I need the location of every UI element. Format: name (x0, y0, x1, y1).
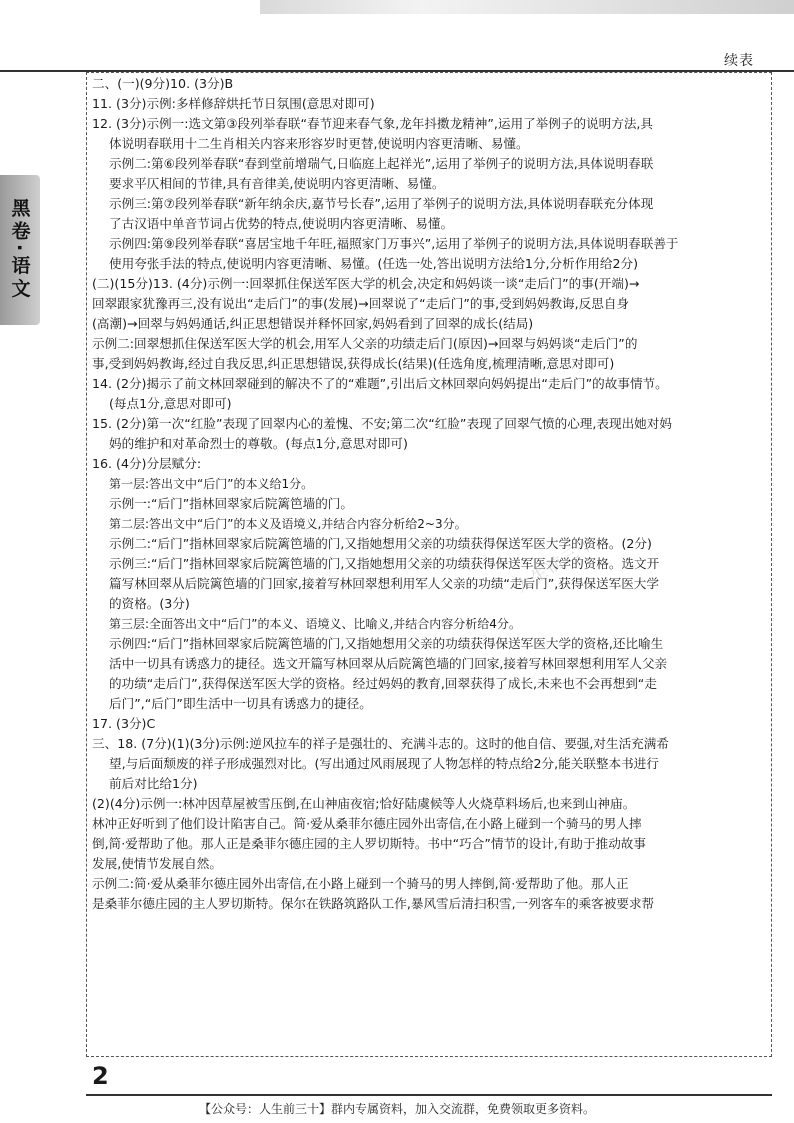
answer-line: 示例三:“后门”指林回翠家后院篱笆墙的门,又指她想用父亲的功绩获得保送军医大学的资格。选文开 (109, 556, 660, 571)
footer-rule (86, 1094, 772, 1096)
answer-line: 回翠跟家犹豫再三,没有说出“走后门”的事(发展)→回翠说了“走后门”的事,受到妈妈教诲,反思自身 (92, 296, 630, 311)
answer-line: 示例二:第⑥段列举春联“春到堂前增瑞气,日临庭上起祥光”,运用了举例子的说明方法,具体说明春联 (109, 156, 654, 171)
continued-table-label: 续表 (724, 53, 754, 69)
answer-line: 示例三:第⑦段列举春联“新年纳余庆,嘉节号长春”,运用了举例子的说明方法,具体说明春联充分体现 (109, 196, 654, 211)
watermark: 人生前三十 (512, 532, 599, 597)
answer-line: 篇写林回翠从后院篱笆墙的门回家,接着写林回翠想利用军人父亲的功绩“走后门”,获得保送军医大学 (109, 576, 659, 591)
answer-line: 示例二:简·爱从桑菲尔德庄园外出寄信,在小路上碰到一个骑马的男人摔倒,简·爱帮助了他。那人正 (92, 876, 629, 891)
answer-line: 第二层:答出文中“后门”的本义及语境义,并结合内容分析给2~3分。 (109, 517, 467, 531)
answer-line: (每点1分,意思对即可) (109, 396, 232, 411)
answer-line: 前后对比给1分) (109, 776, 198, 791)
answer-line: 14. (2分)揭示了前文林回翠碰到的解决不了的“难题”,引出后文林回翠向妈妈提出“走后门”的故事情节。 (92, 376, 668, 391)
answer-line: 发展,使情节发展自然。 (92, 856, 222, 871)
answer-line: 示例四:“后门”指林回翠家后院篱笆墙的门,又指她想用父亲的功绩获得保送军医大学的资格,还比喻生 (109, 636, 664, 651)
answer-line: 示例一:“后门”指林回翠家后院篱笆墙的门。 (109, 496, 353, 511)
answer-line: 示例二:“后门”指林回翠家后院篱笆墙的门,又指她想用父亲的功绩获得保送军医大学的资格。(2分) (109, 536, 652, 551)
answer-line: 体说明春联用十二生肖相关内容来形容岁时更替,使说明内容更清晰、易懂。 (109, 136, 529, 151)
subject-side-tab (0, 175, 40, 325)
answer-line: 使用夸张手法的特点,使说明内容更清晰、易懂。(任选一处,答出说明方法给1分,分析作用给2分) (109, 256, 639, 271)
answer-line: 11. (3分)示例:多样修辞烘托节日氛围(意思对即可) (92, 96, 375, 111)
answer-line: 16. (4分)分层赋分: (92, 456, 202, 471)
answer-line: 事,受到妈妈教诲,经过自我反思,纠正思想错误,获得成长(结果)(任选角度,梳理清晰,意思对即可) (92, 356, 615, 371)
answer-line: 二、(一)(9分)10. (3分)B (92, 76, 234, 91)
answer-line: 后门”,“后门”即生活中一切具有诱惑力的捷径。 (109, 696, 372, 711)
answer-line: 第一层:答出文中“后门”的本义给1分。 (109, 477, 314, 491)
answer-line: 12. (3分)示例一:选文第③段列举春联“春节迎来春气象,龙年抖擞龙精神”,运用了举例子的说明方法,具 (92, 116, 654, 131)
side-tab-text: 黑卷·语文 (8, 198, 31, 302)
answer-line: (2)(4分)示例一:林冲因草屋被雪压倒,在山神庙夜宿;恰好陆虞候等人火烧草料场后,也来到山神庙。 (92, 796, 636, 811)
answer-line: (二)(15分)13. (4分)示例一:回翠抓住保送军医大学的机会,决定和妈妈谈一谈“走后门”的事(开端)→ (92, 276, 640, 291)
answer-line: 妈的维护和对革命烈士的尊敬。(每点1分,意思对即可) (109, 436, 408, 451)
answer-line: 三、18. (7分)(1)(3分)示例:逆风拉车的祥子是强壮的、充满斗志的。这时的他自信、要强,对生活充满希 (92, 736, 669, 751)
answer-line: 是桑菲尔德庄园的主人罗切斯特。保尔在铁路筑路队工作,暴风雪后清扫积雪,一列客车的乘客被要求帮 (92, 896, 655, 911)
answer-line: 的功绩“走后门”,获得保送军医大学的资格。经过妈妈的教育,回翠获得了成长,未来也不会再想到“走 (109, 676, 657, 691)
answer-line: 示例二:回翠想抓住保送军医大学的机会,用军人父亲的功绩走后门(原因)→回翠与妈妈谈“走后门”的 (92, 336, 638, 351)
answer-line: (高潮)→回翠与妈妈通话,纠正思想错误并释怀回家,妈妈看到了回翠的成长(结局) (92, 316, 534, 331)
scan-edge-shadow (260, 0, 794, 14)
page-number: 2 (92, 1062, 109, 1090)
answer-line: 林冲正好听到了他们设计陷害自己。简·爱从桑菲尔德庄园外出寄信,在小路上碰到一个骑马的男人摔 (92, 816, 642, 831)
answer-line: 第三层:全面答出文中“后门”的本义、语境义、比喻义,并结合内容分析给4分。 (109, 617, 521, 631)
answer-line: 示例四:第⑨段列举春联“喜居宝地千年旺,福照家门万事兴”,运用了举例子的说明方法,具体说明春联善于 (109, 236, 679, 251)
answer-line: 倒,简·爱帮助了他。那人正是桑菲尔德庄园的主人罗切斯特。书中“巧合”情节的设计,有助于推动故事 (92, 836, 646, 851)
answer-line: 15. (2分)第一次“红脸”表现了回翠内心的羞愧、不安;第二次“红脸”表现了回翠气愤的心理,表现出她对妈 (92, 416, 672, 431)
footer-note: 【公众号：人生前三十】群内专属资料，加入交流群，免费领取更多资料。 (198, 1102, 595, 1116)
answer-line: 了古汉语中单音节词占优势的特点,使说明内容更清晰、易懂。 (109, 216, 454, 231)
answer-line: 望,与后面颓废的祥子形成强烈对比。(写出通过风雨展现了人物怎样的特点给2分,能关联整本书进行 (109, 756, 659, 771)
answer-line: 的资格。(3分) (109, 596, 190, 611)
answer-line: 要求平仄相间的节律,具有音律美,使说明内容更清晰、易懂。 (109, 176, 445, 191)
answer-content (92, 74, 768, 914)
answer-line: 17. (3分)C (92, 716, 156, 731)
answer-line: 活中一切具有诱惑力的捷径。选文开篇写林回翠从后院篱笆墙的门回家,接着写林回翠想利用军人父亲 (109, 656, 668, 671)
